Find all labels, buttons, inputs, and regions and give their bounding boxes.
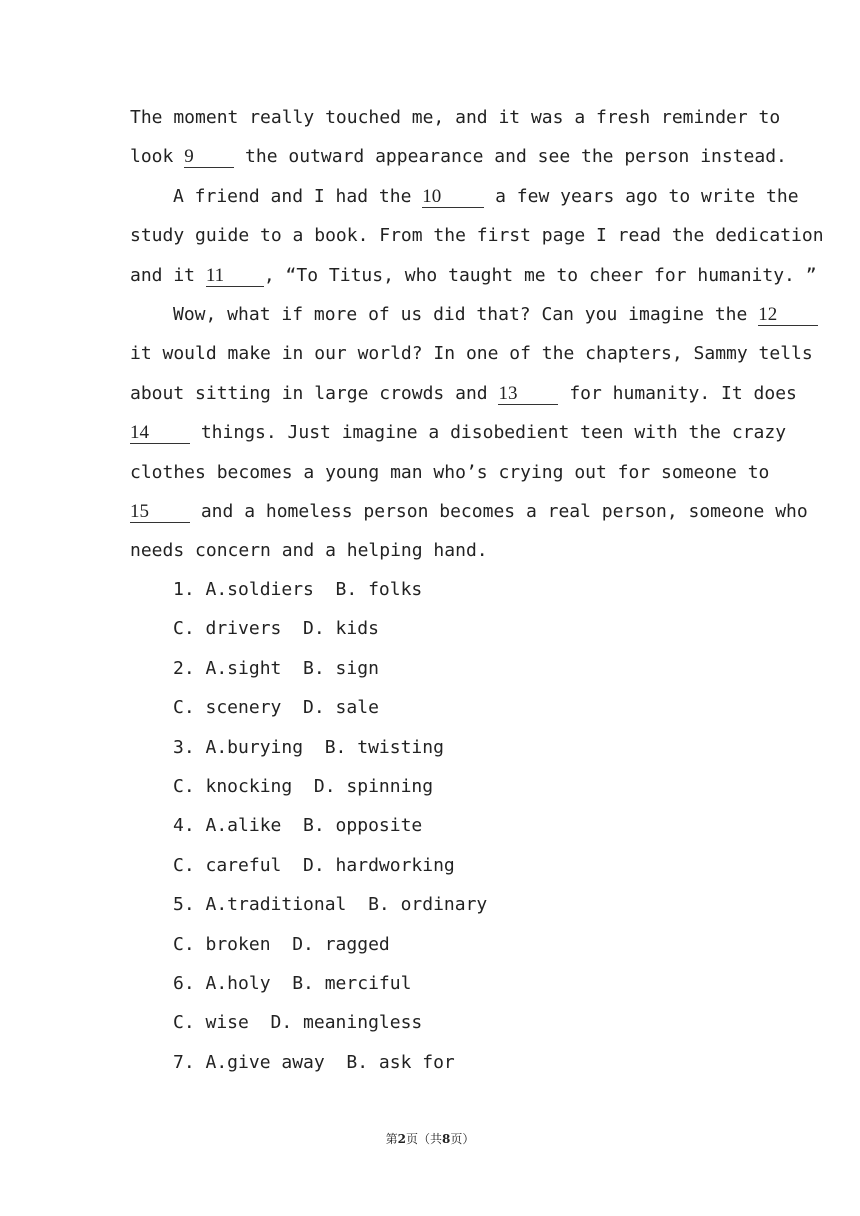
passage-text: and it xyxy=(130,264,196,286)
passage-line xyxy=(130,256,817,295)
option-line: C. knocking D. spinning xyxy=(173,775,434,797)
passage-line xyxy=(130,177,799,216)
passage-text: for humanity. It does xyxy=(569,382,797,404)
option-line: 3. A.burying B. twisting xyxy=(173,736,444,758)
option-line: 6. A.holy B. merciful xyxy=(173,972,412,994)
option-line: 1. A.soldiers B. folks xyxy=(173,579,423,600)
passage-text: and a homeless person becomes a real person, someone who xyxy=(200,500,808,522)
passage-text: things. Just imagine a disobedient teen with the crazy xyxy=(200,422,787,444)
passage-paragraph-2 xyxy=(130,177,824,295)
blank-11: 11 xyxy=(206,266,264,287)
option-line: C. wise D. meaningless xyxy=(173,1012,423,1034)
option-line: 4. A.alike B. opposite xyxy=(173,815,423,837)
blank-14: 14 xyxy=(130,423,190,444)
page-footer xyxy=(0,1130,860,1147)
passage-line xyxy=(130,374,797,413)
passage-text: A friend and I had the xyxy=(173,186,412,207)
passage-line: clothes becomes a young man who’s crying out for someone to xyxy=(130,461,770,483)
blank-9: 9 xyxy=(184,147,234,168)
passage-text: Wow, what if more of us did that? Can you imagine the xyxy=(173,304,748,325)
option-line: 2. A.sight B. sign xyxy=(173,657,379,679)
footer-prefix: 第 xyxy=(385,1132,398,1146)
passage-paragraph-3 xyxy=(130,295,813,571)
option-line: C. careful D. hardworking xyxy=(173,854,455,876)
passage-line xyxy=(130,413,787,452)
passage-line xyxy=(130,137,787,176)
passage-line xyxy=(130,295,778,334)
passage-paragraph-1 xyxy=(130,98,787,177)
blank-15: 15 xyxy=(130,502,190,523)
option-line: C. drivers D. kids xyxy=(173,618,379,640)
answer-options xyxy=(173,570,487,1082)
footer-suffix: 页） xyxy=(450,1132,475,1146)
page-number: 2 xyxy=(397,1132,406,1146)
option-line: 7. A.give away B. ask for xyxy=(173,1051,455,1073)
passage-text: , “To Titus, who taught me to cheer for humanity. ” xyxy=(263,264,817,286)
passage-line: The moment really touched me, and it was a fresh reminder to xyxy=(130,107,781,128)
passage-text: look xyxy=(130,146,174,168)
passage-line: needs concern and a helping hand. xyxy=(130,540,488,562)
blank-12: 12 xyxy=(758,305,818,326)
passage-line: it would make in our world? In one of the chapters, Sammy tells xyxy=(130,343,813,365)
total-pages: 8 xyxy=(442,1132,451,1146)
footer-middle: 页（共 xyxy=(405,1132,442,1146)
option-line: 5. A.traditional B. ordinary xyxy=(173,894,488,916)
passage-line xyxy=(130,492,808,531)
option-line: C. scenery D. sale xyxy=(173,697,379,719)
blank-10: 10 xyxy=(422,187,484,208)
blank-13: 13 xyxy=(498,384,558,405)
passage-text: about sitting in large crowds and xyxy=(130,382,488,404)
option-line: C. broken D. ragged xyxy=(173,933,390,955)
passage-text: the outward appearance and see the person instead. xyxy=(245,146,787,168)
passage-line: study guide to a book. From the first page I read the dedication xyxy=(130,225,824,247)
passage-text: a few years ago to write the xyxy=(495,186,799,207)
